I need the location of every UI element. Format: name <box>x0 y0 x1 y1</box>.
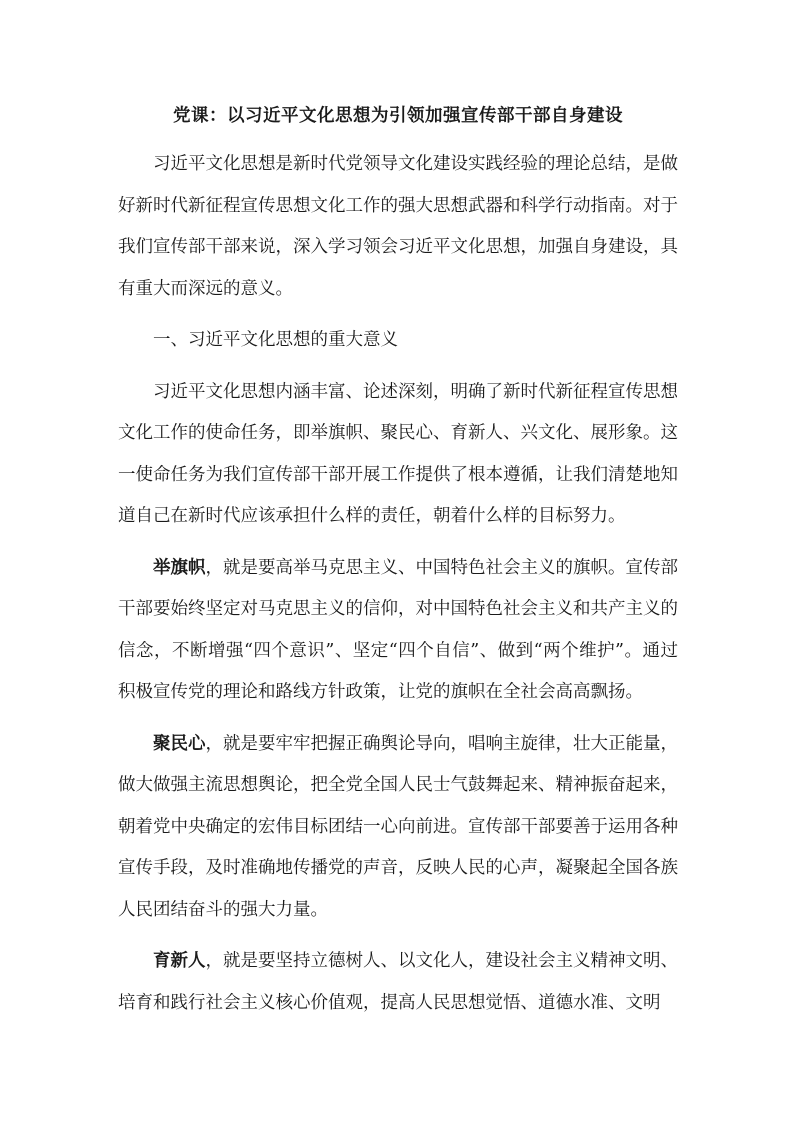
paragraph-lead-term: 育新人 <box>153 951 206 971</box>
paragraph-lead-term: 聚民心 <box>153 733 206 754</box>
paragraph-cultivate-people <box>118 941 678 1024</box>
paragraph-lead-term: 举旗帜 <box>153 557 206 578</box>
paragraph-raise-banner <box>118 548 678 714</box>
paragraph-body: ，就是要高举马克思主义、中国特色社会主义的旗帜。宣传部干部要始终坚定对马克思主义的信仰，对中国特色社会主义和共产主义的信念，不断增强“四个意识”、坚定“四个自信”、做到“两个维护”。通过积极宣传党的理论和路线方针政策，让党的旗帜在全社会高高飘扬。 <box>118 557 678 702</box>
paragraph-body: ，就是要牢牢把握正确舆论导向，唱响主旋律，壮大正能量，做大做强主流思想舆论，把全党全国人民士气鼓舞起来、精神振奋起来，朝着党中央确定的宏伟目标团结一心向前进。宣传部干部要善于运用各种宣传手段，及时准确地传播党的声音，反映人民的心声，凝聚起全国各族人民团结奋斗的强大力量。 <box>118 733 678 920</box>
paragraph-body: ，就是要坚持立德树人、以文化人，建设社会主义精神文明、培育和践行社会主义核心价值观，提高人民思想觉悟、道德水准、文明 <box>118 951 678 1013</box>
paragraph-unite-people <box>118 724 678 932</box>
document-title: 党课：以习近平文化思想为引领加强宣传部干部自身建设 <box>173 106 623 126</box>
intro-paragraph: 习近平文化思想是新时代党领导文化建设实践经验的理论总结，是做好新时代新征程宣传思想文化工作的强大思想武器和科学行动指南。对于我们宣传部干部来说，深入学习领会习近平文化思想，加强自身建设，具有重大而深远的意义。 <box>118 154 678 299</box>
section1-paragraph: 习近平文化思想内涵丰富、论述深刻，明确了新时代新征程宣传思想文化工作的使命任务，即举旗帜、聚民心、育新人、兴文化、展形象。这一使命任务为我们宣传部干部开展工作提供了根本遵循，让我们清楚地知道自己在新时代应该承担什么样的责任，朝着什么样的目标努力。 <box>118 381 678 526</box>
section-heading: 一、习近平文化思想的重大意义 <box>153 330 398 350</box>
document-page <box>118 96 678 1034</box>
